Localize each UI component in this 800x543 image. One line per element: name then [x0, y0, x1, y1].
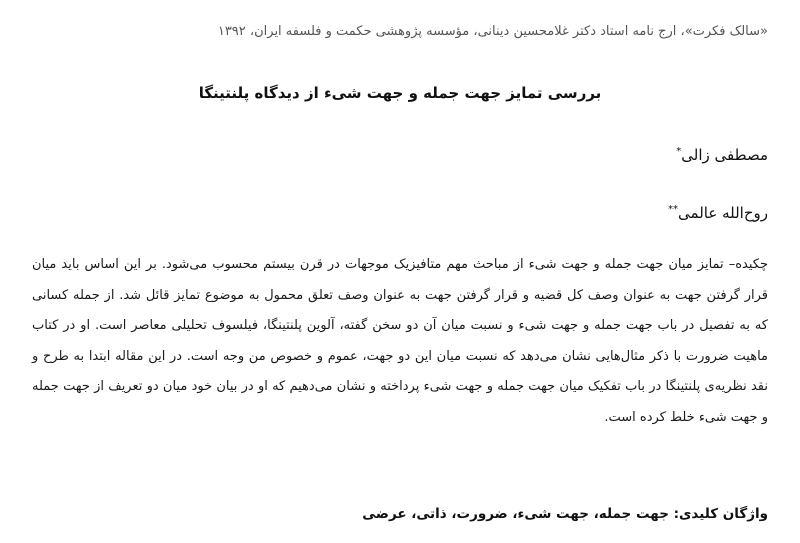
keywords: واژگان کلیدی: جهت جمله، جهت شیء، ضرورت، ذاتی، عرضی — [362, 506, 768, 522]
article-title: بررسی تمایز جهت جمله و جهت شیء از دیدگاه پلنتینگا — [198, 84, 602, 102]
author-footnote-mark: ** — [668, 204, 679, 215]
author-footnote-mark: * — [676, 146, 682, 157]
abstract-text: تمایز میان جهت جمله و جهت شیء از مباحث مهم متافیزیک موجهات در قرن بیستم محسوب می‌شود. بر این اساس باید میان قرار گرفتن جهت به عنوان وصف کل قضیه و قرار گرفتن جهت به عنوان وصف تعلق محمول به موضوع تمایز قائل شد. از جمله کسانی که به تفصیل در باب جهت جمله و جهت شیء و نسبت میان آن دو سخن گفته، آلوین پلنتینگا، فیلسوف تحلیلی معاصر است. او در کتاب ماهیت ضرورت با ذکر مثال‌هایی نشان می‌دهد که نسبت میان این دو جهت، عموم و خصوص من وجه است. در این مقاله ابتدا به طرح و نقد نظریه‌ی پلنتینگا در باب تفکیک میان جهت جمله و جهت شیء پرداخته و نشان می‌دهیم که او در بیان خود میان دو تعریف از جهت جمله و جهت شیء خلط کرده است. — [32, 257, 768, 425]
author-name: مصطفی زالی — [681, 146, 768, 164]
author-1 — [676, 146, 768, 164]
abstract-label: چکیده– — [728, 257, 768, 272]
abstract — [32, 250, 768, 433]
author-2 — [668, 204, 768, 222]
author-name: روح‌الله عالمی — [678, 204, 768, 222]
citation-header: «سالک فکرت»، ارج نامه استاد دکتر غلامحسین دینانی، مؤسسه پژوهشی حکمت و فلسفه ایران، ۱۳۹۲ — [217, 24, 768, 39]
